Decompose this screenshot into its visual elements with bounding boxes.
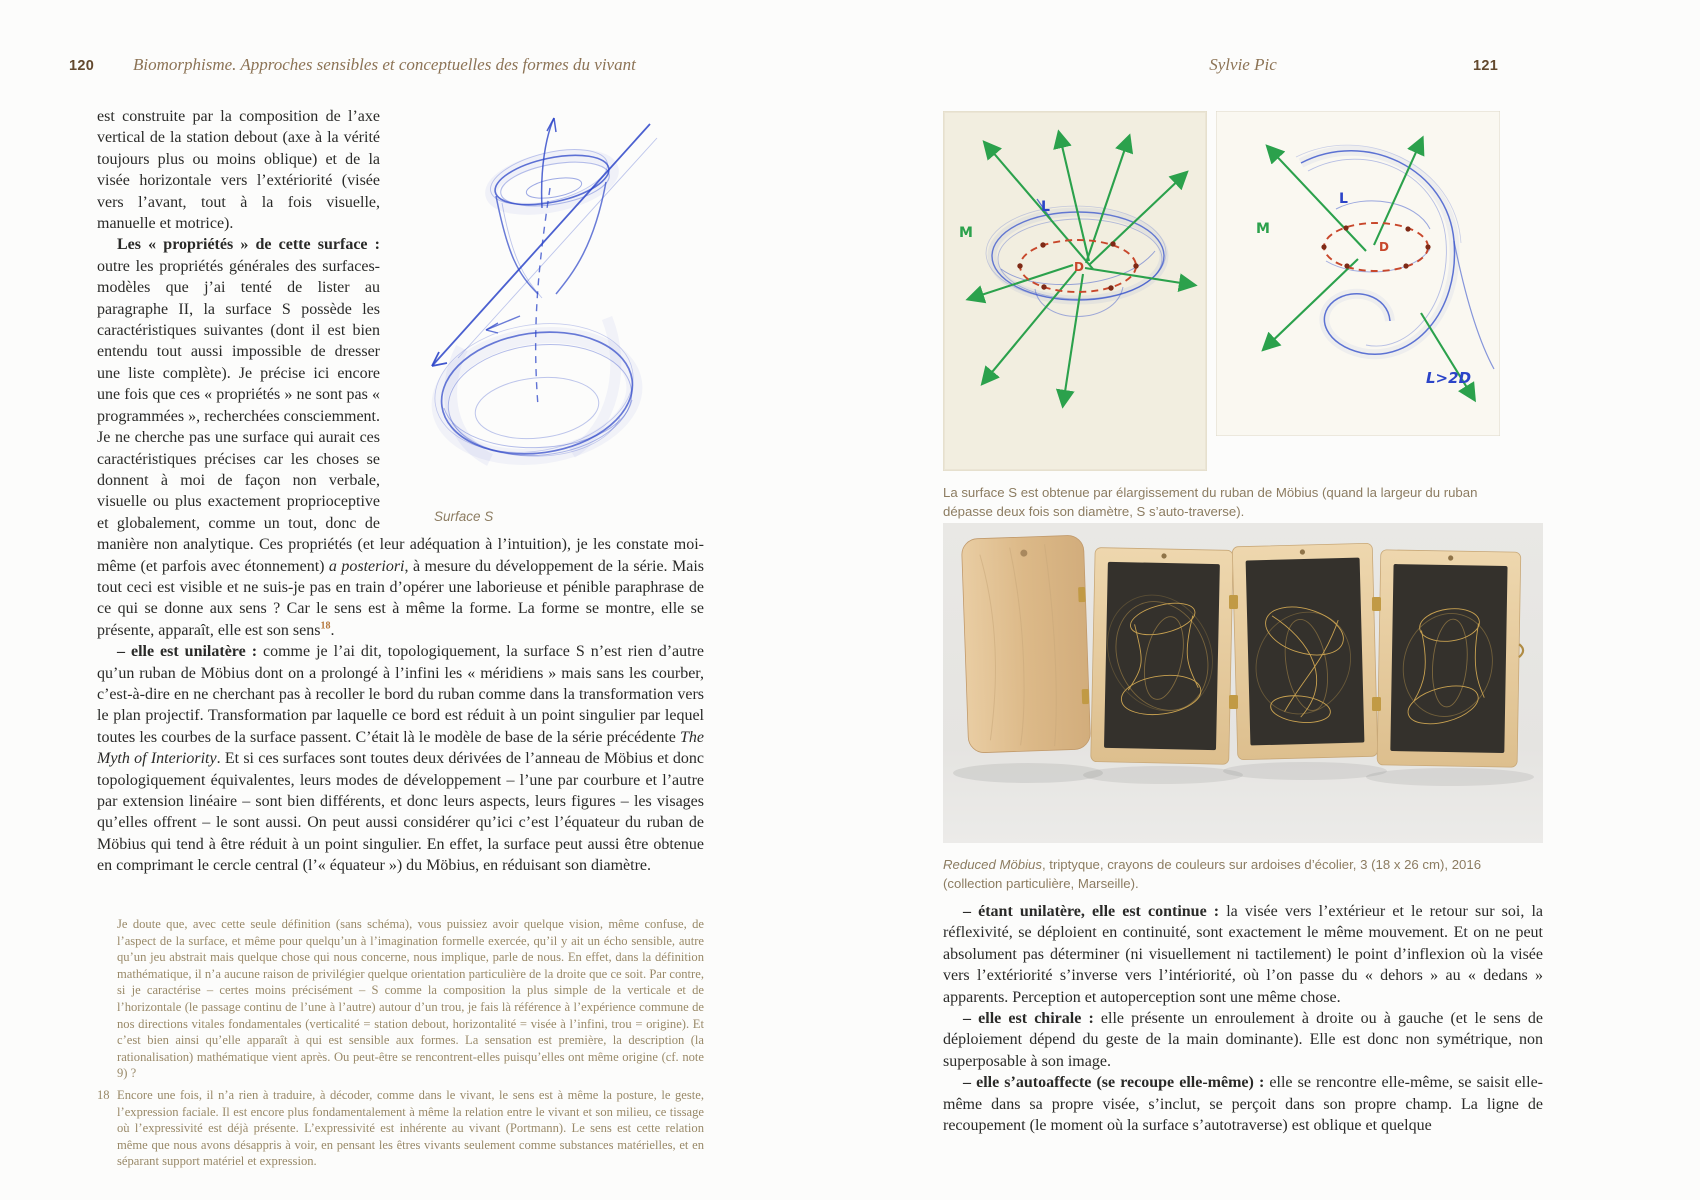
surface-s-sketch bbox=[392, 108, 704, 500]
paragraph-text: la visée vers l’extérieur et le retour sur soi, la réflexivité, se déploient en continuité, sont exactement le même mouvement. Et on ne peut absolument pas déterminer (ni visuellement ni tactilement) le point d’inflexion où la visée vers l’extériorité s’inverse vers l’intériorité, où l’on passe du « dehors » au « dedans » apparents. Perception et autoperception sont une même chose. bbox=[943, 903, 1543, 1006]
reduced-mobius-photo bbox=[943, 523, 1543, 848]
paragraph bbox=[943, 1072, 1543, 1136]
triptych-photo-drawing bbox=[943, 523, 1543, 843]
paragraph-text: , à mesure du développement de la série. Mais tout ceci est visible et ne suis-je pas en train d’opérer une laborieuse et pénible paraphrase de ce qui se donne aux sens ? Car le sens est à même la forme. La forme se montre, elle se présente, apparaît, elle est son sens bbox=[97, 557, 704, 639]
italic-phrase: a posteriori bbox=[328, 557, 405, 575]
label-M-right: M bbox=[1256, 221, 1270, 237]
mobius-sketch-left-drawing bbox=[943, 111, 1207, 471]
footnote-reference: 18 bbox=[320, 620, 331, 632]
left-page-number: 120 bbox=[69, 58, 95, 74]
surface-s-figure bbox=[392, 108, 704, 527]
label-L-left: L bbox=[1041, 199, 1050, 215]
mobius-sketch-right-drawing bbox=[1216, 111, 1500, 436]
mobius-sketch-right bbox=[1216, 111, 1500, 436]
mobius-sketch-left bbox=[943, 111, 1207, 471]
right-body-text bbox=[943, 901, 1543, 1136]
paragraph-text: . bbox=[330, 621, 335, 639]
right-running-title: Sylvie Pic bbox=[1209, 55, 1277, 74]
bold-lead: – elle s’autoaffecte (se recoupe elle-même) : bbox=[963, 1074, 1265, 1092]
annotation-l-greater-2d: L>2D bbox=[1426, 369, 1472, 387]
label-D-right: D bbox=[1379, 240, 1389, 254]
footnote-number: 18 bbox=[97, 1087, 110, 1102]
footnote-text: Encore une fois, il n’a rien à traduire, à décoder, comme dans le vivant, le sens est à même la posture, le geste, l’expression faciale. Il est encore plus fondamentalement à même la relation entre le vivant et son milieu, ce tissage où l’expressivité est déjà présente. L’expressivité est inhérente au vivant (Portmann). Le sens est cette relation même que nous avons désappris à voir, en pensant les êtres vivants seulement comme substances matérielles, et en séparant support matériel et expression. bbox=[117, 1087, 704, 1169]
paragraph-text: elle présente un enroulement à droite ou à gauche (et le sens de déploiement dépend du geste de la main dominante). Elle est donc non symétrique, non superposable à son image. bbox=[943, 1010, 1544, 1070]
slate-frame-1 bbox=[1084, 547, 1235, 764]
wood-door bbox=[961, 535, 1090, 753]
bold-lead: Les « propriétés » de cette surface : bbox=[117, 236, 380, 254]
photo-caption bbox=[943, 856, 1543, 893]
italic-title: The Myth of Interiority bbox=[97, 728, 704, 768]
paragraph bbox=[97, 641, 704, 876]
paragraph bbox=[943, 901, 1543, 1008]
surface-s-caption: Surface S bbox=[434, 509, 494, 524]
bold-lead: – étant unilatère, elle est continue : bbox=[963, 903, 1220, 920]
paragraph-text: elle se rencontre elle-même, se saisit elle-même dans sa propre visée, s’inclut, se perçoit dans son propre champ. La ligne de recoupement (le moment où la surface s’autotraverse) est oblique et quelque bbox=[943, 1074, 1544, 1135]
left-running-title: Biomorphisme. Approches sensibles et conceptuelles des formes du vivant bbox=[133, 55, 636, 74]
caption-italic-title: Reduced Möbius bbox=[943, 857, 1042, 872]
caption-text: La surface S est obtenue par élargissement du ruban de Möbius (quand la largeur du ruban dépasse deux fois son diamètre, S s’auto-traverse). bbox=[943, 485, 1478, 519]
paragraph-text: est construite par la composition de l’axe vertical de la station debout (axe à la vérité toujours plus ou moins oblique) et de la visée horizontale vers l’extériorité (visée vers l’avant, tout à la fois visuelle, manuelle et motrice). bbox=[97, 108, 380, 233]
paragraph-text: comme je l’ai dit, topologiquement, la surface S n’est rien d’autre qu’un ruban de Möbius dont on a prolongé à l’infini les « méridiens » mais sans les courber, c’est-à-dire en ne cherchant pas à recoller le bord du ruban comme dans la transformation vers le plan projectif. Transformation par laquelle ce bord est réduit à un point singulier par lequel toutes les courbes de la surface passent. C’était là le modèle de base de la série précédente bbox=[97, 643, 704, 746]
label-D-left: D bbox=[1074, 260, 1084, 274]
paragraph-text: outre les propriétés générales des surfaces-modèles que j’ai tenté de lister au paragraphe II, la surface S possède les caractéristiques suivantes (dont il est bien entendu tout aussi impossible de dresser une liste complète). Je précise ici encore une fois que ces « propriétés » ne sont pas « programmées », recherchées consciemment. Je ne cherche pas une surface qui aurait ces caractéristiques précises car les choses se donnent à moi de façon non verbale, visuelle ou plus exactement proprioceptive et globalement, comme un tout, donc de manière non analytique. Ces propriétés (et leur adéquation à l’intuition), je les constate moi-même (et parfois avec étonnement) bbox=[97, 257, 704, 575]
footnotes-block bbox=[97, 916, 704, 1175]
paragraph bbox=[943, 1008, 1543, 1072]
paragraph-text: . Et si ces surfaces sont toutes deux dérivées de l’anneau de Möbius et donc topologiquement équivalentes, leurs modes de développement – l’une par courbure et l’autre par extension linéaire – sont bien différents, et donc leurs aspects, leurs figures – les visages qu’elles offrent – le sont aussi. On peut aussi considérer qu’ici c’est l’équateur du ruban de Möbius qui tend à être réduit à un point singulier. En effet, la surface peut aussi être obtenue en comprimant le cercle central (l’« équateur ») du Möbius, en réduisant son diamètre. bbox=[97, 750, 704, 875]
slate-frame-3 bbox=[1377, 550, 1525, 767]
slate-frame-2 bbox=[1232, 543, 1378, 760]
label-M-left: M bbox=[959, 225, 973, 241]
footnote-text: Je doute que, avec cette seule définition (sans schéma), vous puissiez avoir quelque vision, même confuse, de l’aspect de la surface, et même pour quelqu’un à l’imagination formelle exercée, qu’il y ait un écho sensible, autre qu’un jeu abstrait mais quelque chose qui nous concerne, nous implique, parle de nous. En effet, dans la définition mathématique, il n’a aucune raison de privilégier quelque orientation particulière de la droite que ce soit. Par contre, si je caractérise – certes moins précisément – S comme la composition la plus simple de la verticale et de l’horizontale (le passage continu de l’une à l’autre) autour d’un trou, je fais là référence à l’expérience commune de nos directions vitales fondamentales (verticalité = station debout, horizontalité = visée à l’infini, trou = origine). Et c’est bien ainsi qu’elle apparaît à qui est sensible aux formes. La sensation est première, la description (la rationalisation) mathématique vient après. Ou peut-être se rencontrent-elles puisqu’elles ont même origine (cf. note 9) ? bbox=[117, 917, 704, 1081]
left-body-text bbox=[97, 106, 704, 877]
right-page-number: 121 bbox=[1473, 58, 1499, 74]
bold-lead: – elle est unilatère : bbox=[117, 643, 258, 661]
bold-lead: – elle est chirale : bbox=[963, 1010, 1094, 1028]
footnote-continuation bbox=[97, 916, 704, 1082]
sketches-caption bbox=[943, 484, 1526, 521]
mobius-sketch-pair bbox=[943, 111, 1500, 471]
footnote-18 bbox=[97, 1087, 704, 1170]
caption-text: , triptyque, crayons de couleurs sur ardoises d’écolier, 3 (18 x 26 cm), 2016 (collection particulière, Marseille). bbox=[943, 857, 1482, 891]
label-L-right: L bbox=[1339, 191, 1348, 207]
